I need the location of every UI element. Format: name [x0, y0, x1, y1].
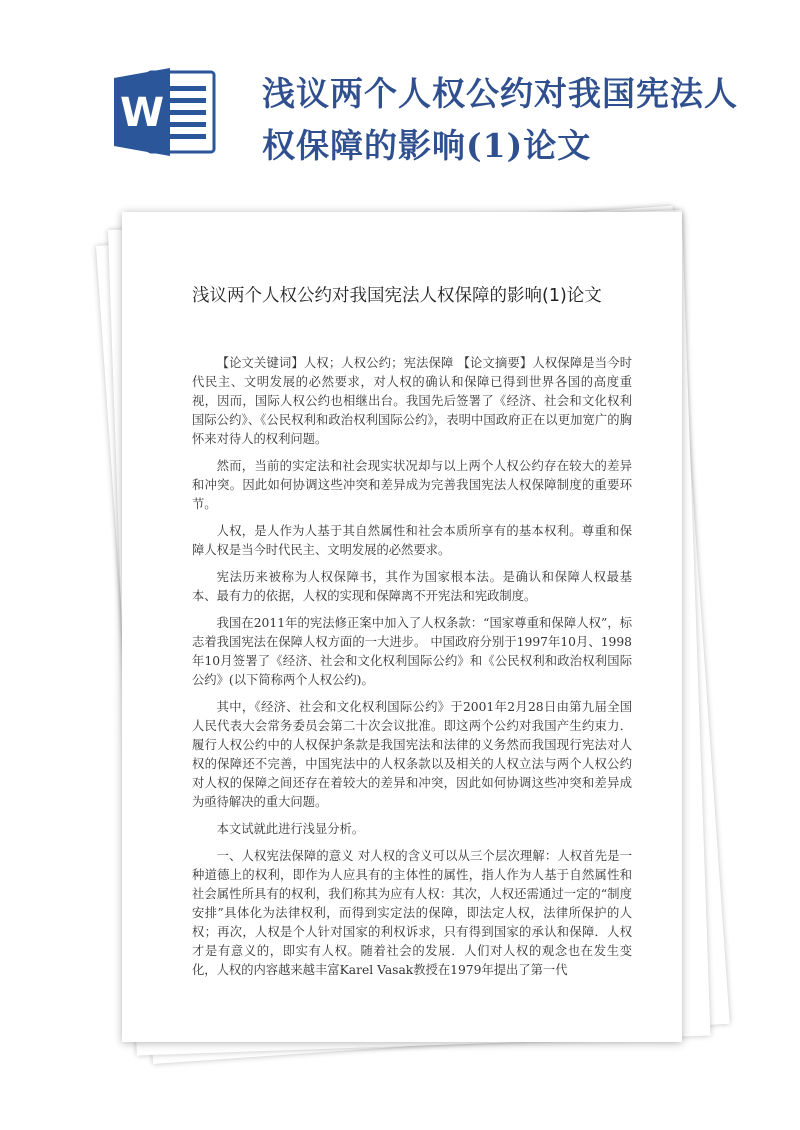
- document-body: [192, 354, 632, 988]
- document-page: [122, 212, 682, 1042]
- paragraph: 宪法历来被称为人权保障书，其作为国家根本法。是确认和保障人权最基本、最有力的依据，人权的实现和保障离不开宪法和宪政制度。: [192, 570, 632, 603]
- document-title: 浅议两个人权公约对我国宪法人权保障的影响(1)论文: [262, 74, 738, 165]
- paragraph: 人权，是人作为人基于其自然属性和社会本质所享有的基本权利。尊重和保障人权是当今时代民主、文明发展的必然要求。: [192, 524, 632, 557]
- word-document-icon: [112, 64, 220, 160]
- paragraph: 然而，当前的实定法和社会现实状况却与以上两个人权公约存在较大的差异和冲突。因此如何协调这些冲突和差异成为完善我国宪法人权保障制度的重要环节。: [192, 459, 632, 511]
- paragraph: 【论文关键词】人权；人权公约；宪法保障 【论文摘要】人权保障是当今时代民主、文明发展的必然要求，对人权的确认和保障已得到世界各国的高度重视，因而，国际人权公约也相继出台。我国先后签署了《经济、社会和文化权利国际公约》、《公民权利和政治权利国际公约》，表明中国政府正在以更加宽广的胸怀来对待人的权利问题。: [192, 356, 632, 446]
- word-icon-letter: W: [119, 90, 165, 136]
- paragraph: 本文试就此进行浅显分析。: [216, 822, 365, 836]
- paragraph: 我国在2011年的宪法修正案中加入了人权条款：“国家尊重和保障人权”，标志着我国宪法在保障人权方面的一大进步。 中国政府分别于1997年10月、1998年10月签署了《经济、社会和文化权利国际公约》和《公民权利和政治权利国际公约》(以下简称两个人权公约)。: [192, 616, 632, 687]
- paragraph: 其中，《经济、社会和文化权利国际公约》于2001年2月28日由第九届全国人民代表大会常务委员会第二十次会议批准。即这两个公约对我国产生约束力．履行人权公约中的人权保护条款是我国宪法和法律的义务然而我国现行宪法对人权的保障还不完善，中国宪法中的人权条款以及相关的人权立法与两个人权公约对人权的保障之间还存在着较大的差异和冲突，因此如何协调这些冲突和差异成为亟待解决的重大问题。: [192, 700, 632, 809]
- page-title: 浅议两个人权公约对我国宪法人权保障的影响(1)论文: [192, 286, 602, 306]
- paragraph: 一、人权宪法保障的意义 对人权的含义可以从三个层次理解：人权首先是一种道德上的权利，即作为人应具有的主体性的属性，指人作为人基于自然属性和社会属性所具有的权利，我们称其为应有人权：其次，人权还需通过一定的“制度安排”具体化为法律权利，而得到实定法的保障，即法定人权，法律所保护的人权；再次，人权是个人针对国家的利权诉求，只有得到国家的承认和保障．人权才是有意义的，即实有人权。随着社会的发展．人们对人权的观念也在发生变化，人权的内容越来越丰富Karel Vasak教授在1979年提出了第一代: [192, 849, 632, 977]
